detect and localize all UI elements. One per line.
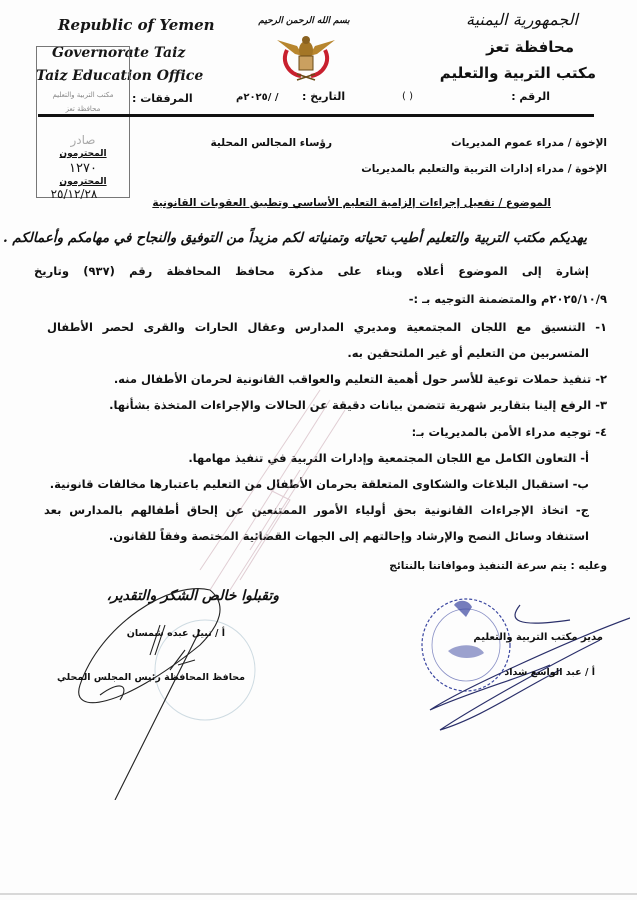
stamp-issued: صادر <box>70 133 96 147</box>
stamp-top-text: مكتب التربية والتعليم <box>52 91 114 99</box>
item-4 <box>412 425 607 439</box>
stamp-sub-text: محافظة تعز <box>65 105 101 113</box>
signature-left-name: أ / نبيل عبده شمسان <box>126 628 225 639</box>
header-en-office: Taiz Education Office <box>36 68 204 84</box>
stamp-line1: المحترمون <box>59 149 107 159</box>
signature-right-title: مدير مكتب التربية والتعليم <box>473 632 603 643</box>
header-en-country: Republic of Yemen <box>58 16 215 34</box>
conclusion: وعليه : يتم سرعة التنفيذ وموافاتنا بالنتائج <box>389 560 607 572</box>
item-1-text: التنسيق مع اللجان المجتمعية ومديري المدارس وعقال الحارات والقرى لحصر الأطفال <box>47 320 586 334</box>
header-divider <box>38 114 594 117</box>
yemen-emblem-icon <box>275 30 337 82</box>
signature-left-icon <box>60 585 290 800</box>
ref-number-value: ( ) <box>402 91 413 102</box>
addressee-1-extra: رؤساء المجالس المحلية <box>210 137 332 149</box>
date-value: / /٢٠٢٥م <box>236 92 279 103</box>
header-ar-country: الجمهورية اليمنية <box>465 10 578 29</box>
item-1-line-1 <box>47 320 607 334</box>
closing: وتقبلوا خالص الشكر والتقدير، <box>106 588 279 604</box>
signature-left-title: محافظ المحافظة رئيس المجلس المحلي <box>57 672 245 683</box>
item-3-number: ٣- <box>595 398 607 412</box>
subject: الموضوع / تفعيل إجراءات إلزامية التعليم الأساسي وتطبيق العقوبات القانونية <box>152 197 551 209</box>
incoming-stamp <box>36 46 130 201</box>
intro-line-1: إشارة إلى الموضوع أعلاه وبناء على مذكرة محافظ المحافظة رقم (٩٣٧) وتاريخ <box>34 264 589 278</box>
subitem-b-text: استقبال البلاغات والشكاوى المتعلقة بحرمان الأطفال من التعليم باعتبارها مخالفات قانونية. <box>49 477 569 491</box>
item-1-number: ١- <box>595 320 607 334</box>
header-ar-governorate: محافظة تعز <box>486 38 574 56</box>
item-1-line-2: المتسربين من التعليم أو غير الملتحقين به. <box>347 346 589 360</box>
subitem-b-letter: ب- <box>572 477 589 491</box>
addressee-2: الإخوة / مدراء إدارات التربية والتعليم بالمديريات <box>361 163 607 175</box>
item-2-text: تنفيذ حملات توعية للأسر حول أهمية التعليم والعواقب القانونية لحرمان الأطفال منه. <box>113 372 592 386</box>
subitem-a-letter: أ- <box>580 451 589 465</box>
subitem-c-letter: ج- <box>575 503 589 517</box>
stamp-line2: المحترمون <box>59 177 107 187</box>
header-ar-office: مكتب التربية والتعليم <box>439 64 596 82</box>
date-label: التاريخ : <box>302 90 346 103</box>
signature-right-name: أ / عبد الواسع شداد <box>504 667 595 678</box>
item-2-number: ٢- <box>595 372 607 386</box>
greeting: يهديكم مكتب التربية والتعليم أطيب تحياته وتمنياته لكم مزيداً من التوفيق والنجاح في مهامكم وأعمالكم . <box>2 230 587 246</box>
subitem-c-line-2: استنفاد وسائل النصح والإرشاد وإحالتهم إلى الجهات القضائية المختصة وفقاً للقانون. <box>108 529 589 543</box>
page-bottom-edge <box>0 893 637 895</box>
addressee-1: الإخوة / مدراء عموم المديريات <box>451 137 607 149</box>
stamp-date: ٢٥/١٢/٢٨ <box>50 187 98 201</box>
item-4-text: توجيه مدراء الأمن بالمديريات بـ: <box>411 425 592 439</box>
intro-line-2: ٢٠٢٥/١٠/٩م والمتضمنة التوجيه بـ :- <box>408 292 607 306</box>
stamp-number: ١٢٧٠ <box>69 161 97 176</box>
ref-number-label: الرقم : <box>511 90 550 103</box>
subitem-c-text: اتخاذ الإجراءات القانونية بحق أولياء الأمور الممتنعين عن إلحاق أطفالهم بالمدارس بعد <box>44 503 569 517</box>
item-4-number: ٤- <box>595 425 607 439</box>
item-3-text: الرفع إلينا بتقارير شهرية تتضمن بيانات دقيقة عن الحالات والإجراءات المتخذة بشأنها. <box>109 398 592 412</box>
basmala: بسم الله الرحمن الرحيم <box>258 16 350 26</box>
header-en-governorate: Governorate Taiz <box>52 45 186 61</box>
watermark-stamp-icon <box>180 380 360 600</box>
attachments-label: المرفقات : <box>132 92 193 105</box>
subitem-a-text: التعاون الكامل مع اللجان المجتمعية وإدارات التربية في تنفيذ مهامها. <box>188 451 577 465</box>
